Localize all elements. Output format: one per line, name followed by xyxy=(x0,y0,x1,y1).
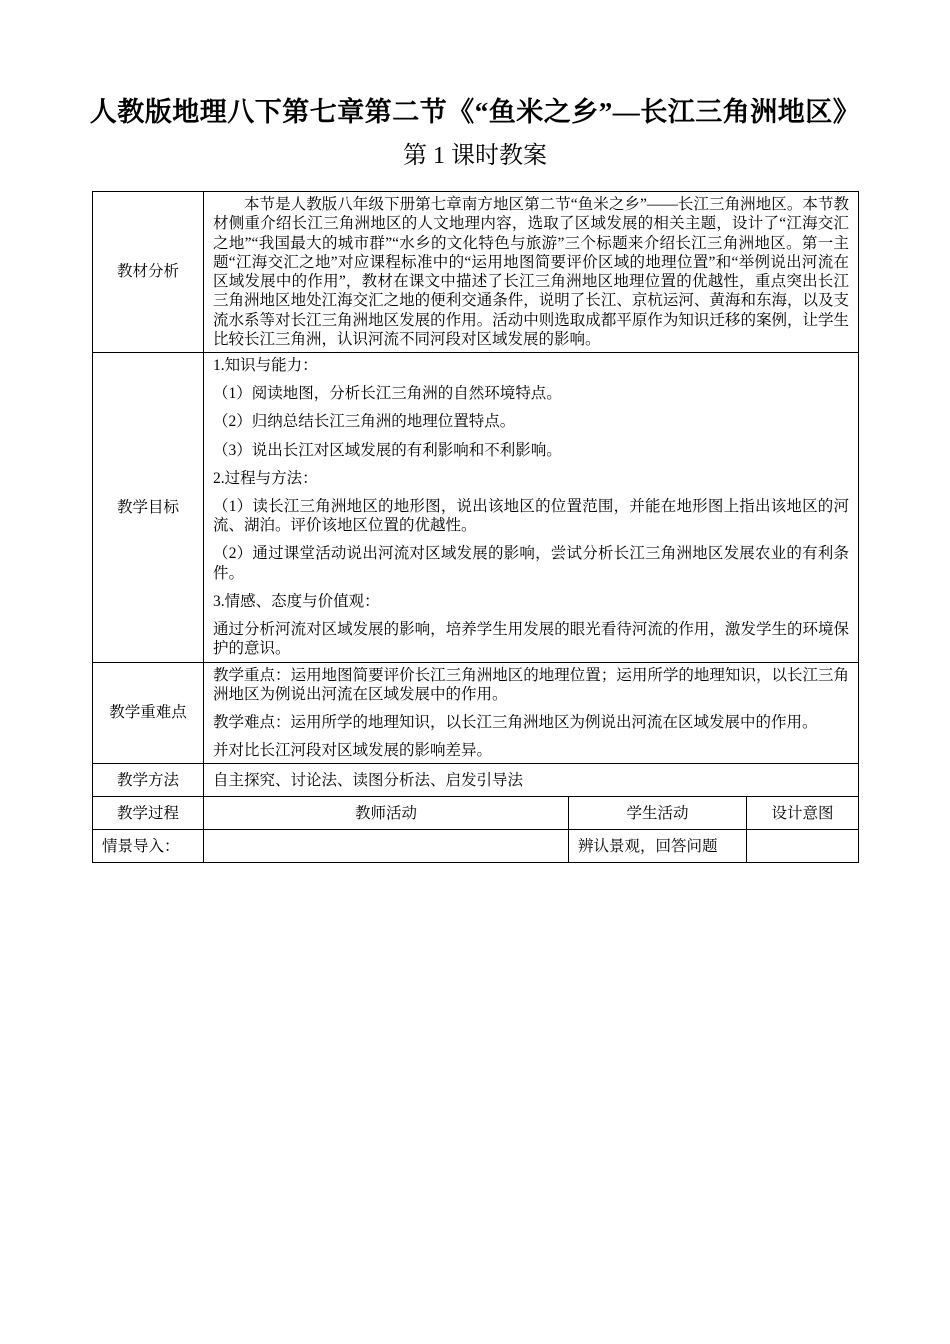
scenario-intent-cell xyxy=(747,830,859,863)
table-row-scenario xyxy=(93,830,859,863)
table-row-objectives xyxy=(93,352,859,662)
table-row-material-analysis xyxy=(93,192,859,353)
row-label-methods: 教学方法 xyxy=(93,764,204,797)
objectives-paragraph: （2）通过课堂活动说出河流对区域发展的影响，尝试分析长江三角洲地区发展农业的有利条件。 xyxy=(213,545,850,582)
methods-content-cell xyxy=(204,764,859,797)
document-subtitle: 第 1 课时教案 xyxy=(403,143,547,170)
row-label-process: 教学过程 xyxy=(93,797,204,830)
material-analysis-text: 本节是人教版八年级下册第七章南方地区第二节“鱼米之乡”——长江三角洲地区。本节教材侧重介绍长江三角洲地区的人文地理内容，选取了区域发展的相关主题，设计了“江海交汇之地”“我国最大的城市群”“水乡的文化特色与旅游”三个标题来介绍长江三角洲地区。第一主题“江海交汇之地”对应课程标准中的“运用地图简要评价区域的地理位置”和“举例说出河流在区域发展中的作用”，教材在课文中描述了长江三角洲地区地理位置的优越性，重点突出长江三角洲地区地处江海交汇之地的便利交通条件，说明了长江、京杭运河、黄海和东海，以及支流水系等对长江三角洲地区发展的作用。活动中则选取成都平原作为知识迁移的案例，让学生比较长江三角洲，认识河流不同河段对区域发展的影响。 xyxy=(213,196,850,348)
objectives-paragraph: 通过分析河流对区域发展的影响，培养学生用发展的眼光看待河流的作用，激发学生的环境保护的意识。 xyxy=(213,621,850,658)
objectives-paragraph: （3）说出长江对区域发展的有利影响和不利影响。 xyxy=(213,441,562,459)
objectives-paragraph: 1.知识与能力： xyxy=(213,356,318,374)
row-label-objectives: 教学目标 xyxy=(93,352,204,662)
row-label-key-points: 教学重难点 xyxy=(93,662,204,764)
key-points-paragraph: 并对比长江河段对区域发展的影响差异。 xyxy=(213,742,493,760)
process-header-intent: 设计意图 xyxy=(747,797,859,830)
scenario-student-cell: 辨认景观，回答问题 xyxy=(569,830,747,863)
scenario-teacher-cell xyxy=(204,830,569,863)
table-row-key-points xyxy=(93,662,859,764)
process-header-teacher: 教师活动 xyxy=(204,797,569,830)
document-title: 人教版地理八下第七章第二节《“鱼米之乡”—长江三角洲地区》 xyxy=(89,97,861,127)
objectives-paragraph: （2）归纳总结长江三角洲的地理位置特点。 xyxy=(213,413,516,431)
row-label-scenario: 情景导入： xyxy=(93,830,204,863)
key-points-content-cell xyxy=(204,662,859,764)
material-analysis-content-cell xyxy=(204,192,859,353)
objectives-paragraph: （1）阅读地图，分析长江三角洲的自然环境特点。 xyxy=(213,385,562,403)
process-header-student: 学生活动 xyxy=(569,797,747,830)
key-points-paragraph: 教学难点：运用所学的地理知识，以长江三角洲地区为例说出河流在区域发展中的作用。 xyxy=(213,714,818,731)
methods-text: 自主探究、讨论法、读图分析法、启发引导法 xyxy=(213,771,524,789)
table-row-process-header xyxy=(93,797,859,830)
key-points-paragraph: 教学重点：运用地图简要评价长江三角洲地区的地理位置；运用所学的地理知识，以长江三角洲地区为例说出河流在区域发展中的作用。 xyxy=(213,666,850,703)
objectives-paragraph: （1）读长江三角洲地区的地形图，说出该地区的位置范围，并能在地形图上指出该地区的河流、湖泊。评价该地区位置的优越性。 xyxy=(213,498,850,535)
objectives-paragraph: 3.情感、态度与价值观： xyxy=(213,592,380,610)
lesson-plan-table xyxy=(92,191,859,863)
objectives-paragraph: 2.过程与方法： xyxy=(213,469,318,487)
row-label-material-analysis: 教材分析 xyxy=(93,192,204,353)
table-row-methods xyxy=(93,764,859,797)
objectives-content-cell xyxy=(204,352,859,662)
